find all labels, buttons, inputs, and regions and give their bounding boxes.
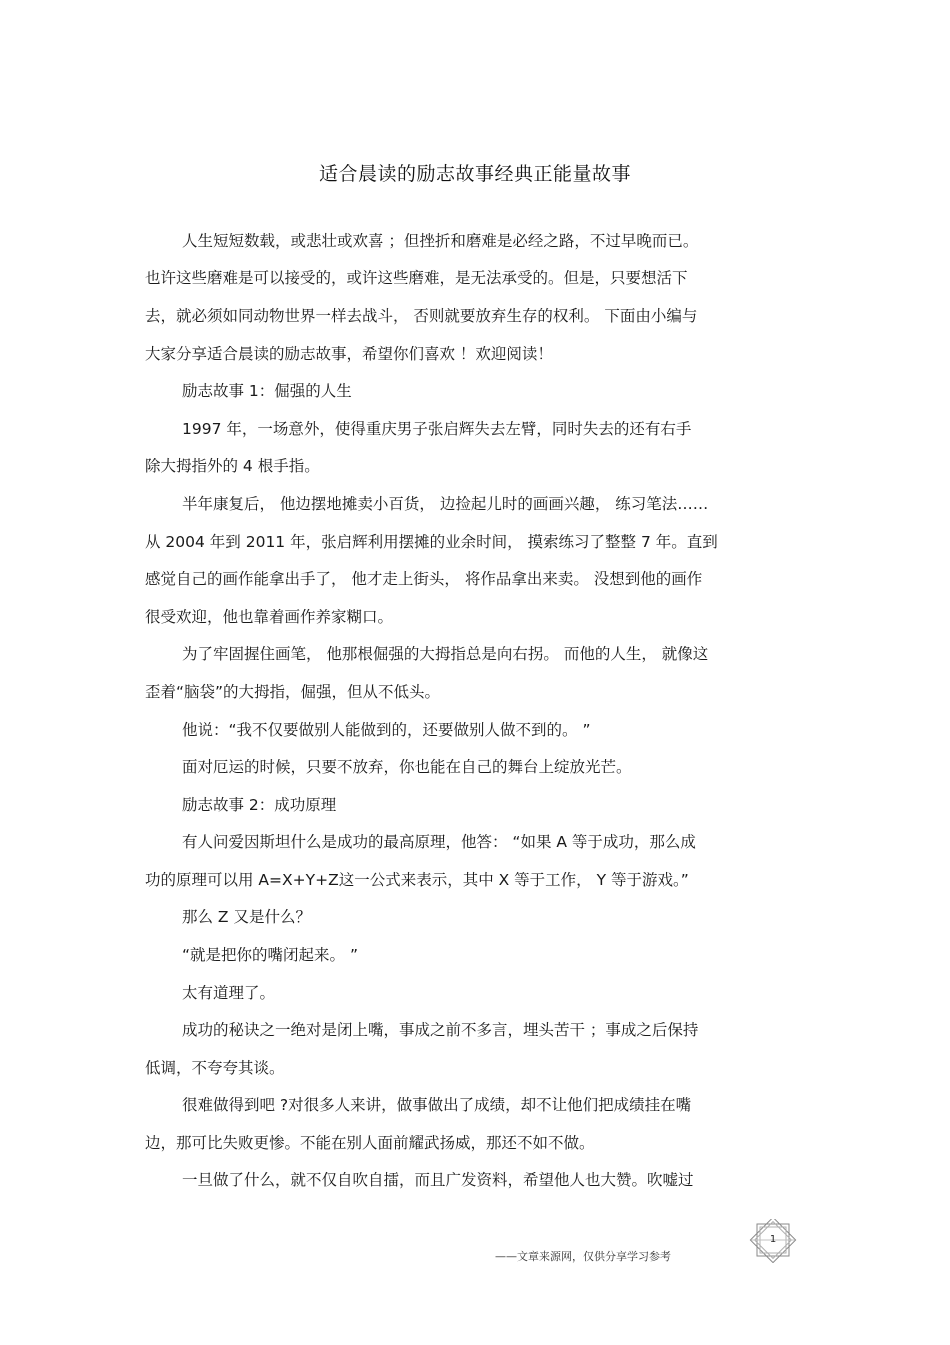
- paragraph-line: 去，就必须如同动物世界一样去战斗， 否则就要放弃生存的权利。 下面由小编与: [145, 307, 698, 325]
- paragraph-line: 一旦做了什么，就不仅自吹自擂，而且广发资料，希望他人也大赞。吹嘘过: [182, 1171, 694, 1189]
- paragraph-line: 低调，不夸夸其谈。: [145, 1059, 285, 1077]
- paragraph-line: 功的原理可以用 A=X+Y+Z这一公式来表示，其中 X 等于工作， Y 等于游戏。”: [145, 871, 689, 889]
- footer: [0, 1249, 950, 1267]
- paragraph-line: 为了牢固握住画笔， 他那根倔强的大拇指总是向右拐。 而他的人生， 就像这: [182, 645, 709, 663]
- paragraph-line: 大家分享适合晨读的励志故事，希望你们喜欢 ！欢迎阅读！: [145, 345, 553, 363]
- paragraph-line: 人生短短数载，或悲壮或欢喜 ；但挫折和磨难是必经之路，不过早晚而已。: [182, 232, 699, 250]
- paragraph-line: 很受欢迎，他也靠着画作养家糊口。: [145, 608, 394, 626]
- paragraph-line: 很难做得到吧 ?对很多人来讲，做事做出了成绩，却不让他们把成绩挂在嘴: [182, 1096, 692, 1114]
- source-note: ——文章来源网，仅供分享学习参考: [495, 1250, 671, 1263]
- paragraph-line: 从 2004 年到 2011 年，张启辉利用摆摊的业余时间， 摸索练习了整整 7 年。直到: [145, 533, 718, 551]
- paragraph-line: 歪着“脑袋”的大拇指，倔强，但从不低头。: [145, 683, 441, 701]
- document-title: 适合晨读的励志故事经典正能量故事: [318, 163, 631, 185]
- paragraph-line: 成功的秘诀之一绝对是闭上嘴，事成之前不多言，埋头苦干 ；事成之后保持: [182, 1021, 699, 1039]
- paragraph-line: 也许这些磨难是可以接受的，或许这些磨难，是无法承受的。但是，只要想活下: [145, 269, 688, 287]
- paragraph-line: 那么 Z 又是什么？: [182, 908, 311, 926]
- section-heading: 励志故事 2：成功原理: [182, 796, 337, 814]
- paragraph-line: 1997 年，一场意外，使得重庆男子张启辉失去左臂，同时失去的还有右手: [182, 420, 692, 438]
- paragraph-line: 面对厄运的时候，只要不放弃，你也能在自己的舞台上绽放光芒。: [182, 758, 632, 776]
- paragraph-line: 太有道理了。: [182, 984, 276, 1002]
- paragraph-line: 感觉自己的画作能拿出手了， 他才走上街头， 将作品拿出来卖。 没想到他的画作: [145, 570, 703, 588]
- paragraph-line: 他说：“我不仅要做别人能做到的，还要做别人做不到的。 ”: [182, 721, 591, 739]
- page-number: 1: [769, 1234, 777, 1245]
- section-heading: 励志故事 1：倔强的人生: [182, 382, 352, 400]
- paragraph-line: 除大拇指外的 4 根手指。: [145, 457, 320, 475]
- paragraph-line: “就是把你的嘴闭起来。 ”: [182, 946, 358, 964]
- paragraph-line: 半年康复后， 他边摆地摊卖小百货， 边捡起儿时的画画兴趣， 练习笔法……: [182, 495, 709, 513]
- paragraph-line: 有人问爱因斯坦什么是成功的最高原理，他答： “如果 A 等于成功，那么成: [182, 833, 696, 851]
- paragraph-line: 边，那可比失败更惨。不能在别人面前耀武扬威，那还不如不做。: [145, 1134, 595, 1152]
